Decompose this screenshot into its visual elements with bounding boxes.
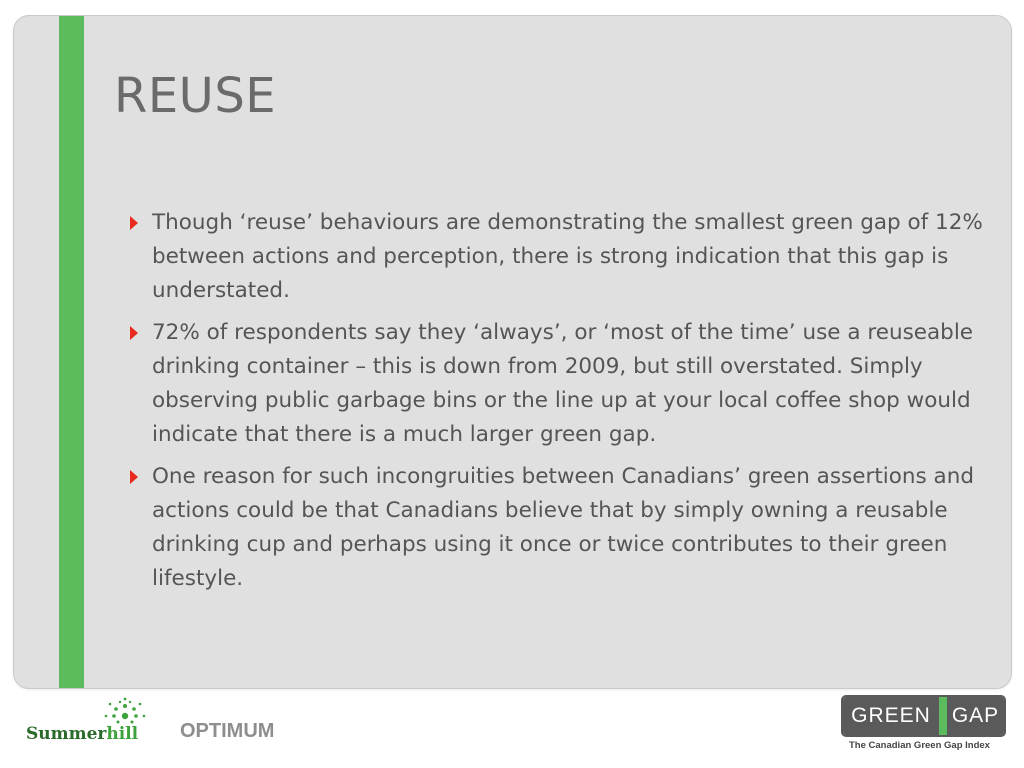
bullet-text: 72% of respondents say they ‘always’, or ‘most of the time’ use a reuseable drinking container – this is down from 2009, but still overstated. Simply observing public garbage bins or the line up at your local coffee shop would indicate that there is a much larger green gap.	[152, 320, 974, 447]
slide-title: REUSE	[114, 68, 277, 124]
accent-bar	[59, 16, 84, 688]
bullet-text: Though ‘reuse’ behaviours are demonstrating the smallest green gap of 12% between actions and perception, there is strong indication that this gap is understated.	[152, 210, 983, 303]
bullet-arrow-icon	[130, 216, 138, 230]
sun-dots-icon	[100, 694, 150, 730]
bullet-item	[121, 206, 991, 308]
slide-panel	[13, 15, 1012, 689]
green-gap-logo-left: GREEN	[843, 697, 939, 735]
bullet-text: One reason for such incongruities between Canadians’ green assertions and actions could be that Canadians believe that by simply owning a reusable drinking cup and perhaps using it once or twice contributes to their green lifestyle.	[152, 464, 974, 591]
green-gap-logo-divider	[939, 697, 947, 735]
summerhill-logo-text: Summer	[26, 724, 107, 744]
bullet-arrow-icon	[130, 470, 138, 484]
green-gap-tagline: The Canadian Green Gap Index	[849, 740, 990, 751]
green-gap-logo	[841, 695, 1006, 737]
bullet-list	[121, 206, 991, 604]
green-gap-logo-right: GAP	[947, 697, 1004, 735]
bullet-arrow-icon	[130, 326, 138, 340]
bullet-item	[121, 316, 991, 452]
summerhill-logo-text-accent: hill	[106, 724, 139, 744]
optimum-logo: OPTIMUM	[180, 720, 275, 742]
bullet-item	[121, 460, 991, 596]
footer	[0, 688, 1024, 768]
